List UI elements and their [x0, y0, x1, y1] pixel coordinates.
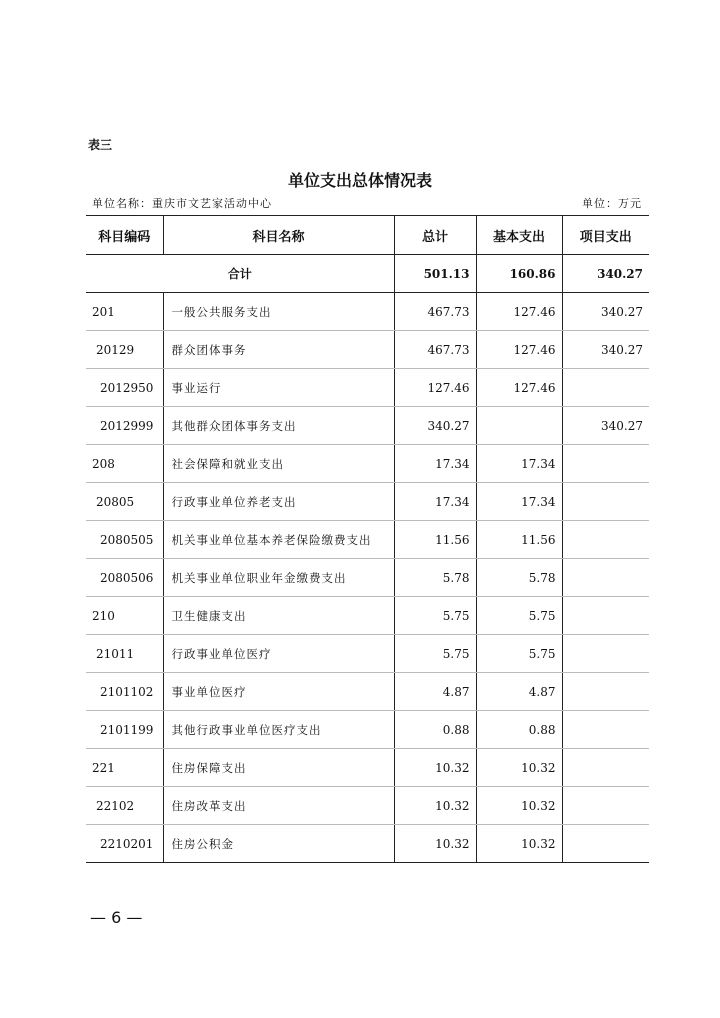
row-total: 127.46	[394, 369, 476, 407]
row-basic: 17.34	[476, 483, 562, 521]
row-project	[562, 825, 649, 863]
row-name: 住房公积金	[163, 825, 394, 863]
row-code: 22102	[86, 787, 163, 825]
table-row	[86, 521, 649, 559]
row-code: 210	[86, 597, 163, 635]
row-project	[562, 749, 649, 787]
row-name: 群众团体事务	[163, 331, 394, 369]
row-total: 4.87	[394, 673, 476, 711]
row-code: 2012950	[86, 369, 163, 407]
row-total: 467.73	[394, 331, 476, 369]
row-code: 20805	[86, 483, 163, 521]
table-row	[86, 559, 649, 597]
row-total: 10.32	[394, 787, 476, 825]
table-row	[86, 293, 649, 331]
row-name: 行政事业单位养老支出	[163, 483, 394, 521]
table-row	[86, 369, 649, 407]
table-row	[86, 483, 649, 521]
row-total: 5.75	[394, 597, 476, 635]
expenditure-table	[86, 215, 649, 863]
row-basic: 11.56	[476, 521, 562, 559]
page-title: 单位支出总体情况表	[287, 171, 432, 190]
row-total: 5.75	[394, 635, 476, 673]
row-total: 11.56	[394, 521, 476, 559]
row-name: 机关事业单位职业年金缴费支出	[163, 559, 394, 597]
row-basic: 0.88	[476, 711, 562, 749]
total-project-value: 340.27	[562, 255, 649, 293]
row-project: 340.27	[562, 407, 649, 445]
table-header-row	[86, 216, 649, 255]
row-total: 17.34	[394, 483, 476, 521]
row-total: 0.88	[394, 711, 476, 749]
row-code: 208	[86, 445, 163, 483]
row-basic: 4.87	[476, 673, 562, 711]
table-row	[86, 407, 649, 445]
row-code: 2101102	[86, 673, 163, 711]
unit-name: 单位名称：重庆市文艺家活动中心	[92, 197, 272, 210]
row-name: 社会保障和就业支出	[163, 445, 394, 483]
row-basic: 5.75	[476, 635, 562, 673]
row-total: 467.73	[394, 293, 476, 331]
row-total: 17.34	[394, 445, 476, 483]
row-name: 卫生健康支出	[163, 597, 394, 635]
row-total: 10.32	[394, 825, 476, 863]
row-code: 20129	[86, 331, 163, 369]
row-code: 2210201	[86, 825, 163, 863]
row-basic: 127.46	[476, 293, 562, 331]
total-value: 501.13	[394, 255, 476, 293]
row-basic: 127.46	[476, 331, 562, 369]
table-row	[86, 445, 649, 483]
row-name: 事业运行	[163, 369, 394, 407]
page-number: — 6 —	[90, 908, 143, 927]
column-header-name: 科目名称	[163, 216, 394, 255]
row-name: 一般公共服务支出	[163, 293, 394, 331]
row-basic: 10.32	[476, 787, 562, 825]
row-code: 21011	[86, 635, 163, 673]
total-basic-value: 160.86	[476, 255, 562, 293]
row-name: 其他群众团体事务支出	[163, 407, 394, 445]
row-project	[562, 673, 649, 711]
row-code: 201	[86, 293, 163, 331]
column-header-total: 总计	[394, 216, 476, 255]
table-label: 表三	[88, 138, 113, 152]
column-header-basic: 基本支出	[476, 216, 562, 255]
unit-label: 单位：万元	[582, 197, 642, 210]
table-row	[86, 749, 649, 787]
row-code: 2080506	[86, 559, 163, 597]
row-name: 其他行政事业单位医疗支出	[163, 711, 394, 749]
total-row	[86, 255, 649, 293]
row-name: 住房保障支出	[163, 749, 394, 787]
row-total: 5.78	[394, 559, 476, 597]
row-code: 2080505	[86, 521, 163, 559]
table-row	[86, 711, 649, 749]
table-row	[86, 635, 649, 673]
row-project	[562, 559, 649, 597]
row-name: 机关事业单位基本养老保险缴费支出	[163, 521, 394, 559]
row-name: 事业单位医疗	[163, 673, 394, 711]
table-row	[86, 331, 649, 369]
row-project	[562, 369, 649, 407]
row-code: 221	[86, 749, 163, 787]
table-row	[86, 673, 649, 711]
row-project	[562, 445, 649, 483]
table-row	[86, 825, 649, 863]
table-row	[86, 787, 649, 825]
row-total: 340.27	[394, 407, 476, 445]
row-project: 340.27	[562, 331, 649, 369]
row-basic: 5.78	[476, 559, 562, 597]
row-basic: 17.34	[476, 445, 562, 483]
row-project: 340.27	[562, 293, 649, 331]
row-basic: 127.46	[476, 369, 562, 407]
row-project	[562, 787, 649, 825]
row-basic: 10.32	[476, 749, 562, 787]
row-basic: 10.32	[476, 825, 562, 863]
row-project	[562, 597, 649, 635]
row-project	[562, 635, 649, 673]
row-code: 2012999	[86, 407, 163, 445]
column-header-code: 科目编码	[86, 216, 163, 255]
row-project	[562, 521, 649, 559]
row-basic	[476, 407, 562, 445]
row-project	[562, 483, 649, 521]
total-label: 合计	[86, 255, 394, 293]
row-total: 10.32	[394, 749, 476, 787]
row-basic: 5.75	[476, 597, 562, 635]
row-name: 住房改革支出	[163, 787, 394, 825]
row-code: 2101199	[86, 711, 163, 749]
row-name: 行政事业单位医疗	[163, 635, 394, 673]
row-project	[562, 711, 649, 749]
column-header-project: 项目支出	[562, 216, 649, 255]
table-row	[86, 597, 649, 635]
